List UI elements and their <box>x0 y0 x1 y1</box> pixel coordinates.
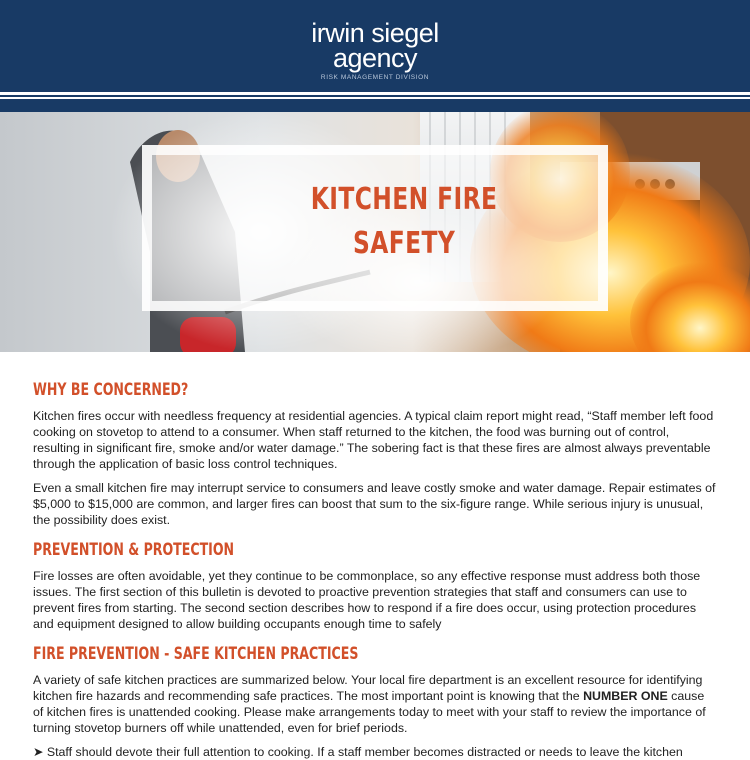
paragraph: Fire losses are often avoidable, yet they continue to be commonplace, so any effective response must address both those issues. The first section of this bulletin is devoted to proactive prevention strategies that staff and consumers can use to prevent fires from starting. The second section describes how to respond if a fire does occur, using protection procedures and equipment designed to allow building occupants enough time to safely <box>33 569 701 631</box>
paragraph: Kitchen fires occur with needless frequency at residential agencies. A typical claim report might read, “Staff member left food cooking on stovetop to attend to a consumer. When staff returned to the kitchen, the food was burning out of control, resulting in significant fire, smoke and/or water damage.” The sobering fact is that these fires are almost always preventable through the application of basic loss control techniques. <box>33 409 714 471</box>
header-divider <box>0 95 750 112</box>
paragraph-text: cause of kitchen fires is unattended cooking. Please make arrangements today to meet with your staff to review the importance of turning stovetop burners off while unattended, even for brief periods. <box>33 689 706 735</box>
logo-tagline: RISK MANAGEMENT DIVISION <box>320 74 430 81</box>
logo-name: irwin siegel <box>311 18 439 48</box>
page-title <box>142 178 666 266</box>
section-heading: WHY BE CONCERNED? <box>33 380 189 400</box>
section-heading: FIRE PREVENTION - SAFE KITCHEN PRACTICES <box>33 644 359 664</box>
emphasis-text: NUMBER ONE <box>583 689 668 703</box>
hero-banner <box>0 112 750 352</box>
title-line-1: KITCHEN FIRE <box>310 182 498 217</box>
bullet-item: ➤ Staff should devote their full attention to cooking. If a staff member becomes distracted or needs to leave the kitchen <box>33 745 683 759</box>
section-heading: PREVENTION & PROTECTION <box>33 540 235 560</box>
brand-header <box>0 0 750 92</box>
paragraph <box>33 672 718 736</box>
title-line-2: SAFETY <box>352 226 456 261</box>
logo-agency: agency <box>332 43 418 73</box>
paragraph-text: A variety of safe kitchen practices are summarized below. Your local fire department is an excellent resource for identifying kitchen fire hazards and recommending safe practices. The most important point is knowing that the <box>33 673 703 703</box>
paragraph: Even a small kitchen fire may interrupt service to consumers and leave costly smoke and water damage. Repair estimates of $5,000 to $15,000 are common, and larger fires can boost that sum to the six-figure range. While serious injury is unusual, the possibility does exist. <box>33 481 716 527</box>
article-body <box>33 380 718 760</box>
header-divider-line <box>0 97 750 99</box>
